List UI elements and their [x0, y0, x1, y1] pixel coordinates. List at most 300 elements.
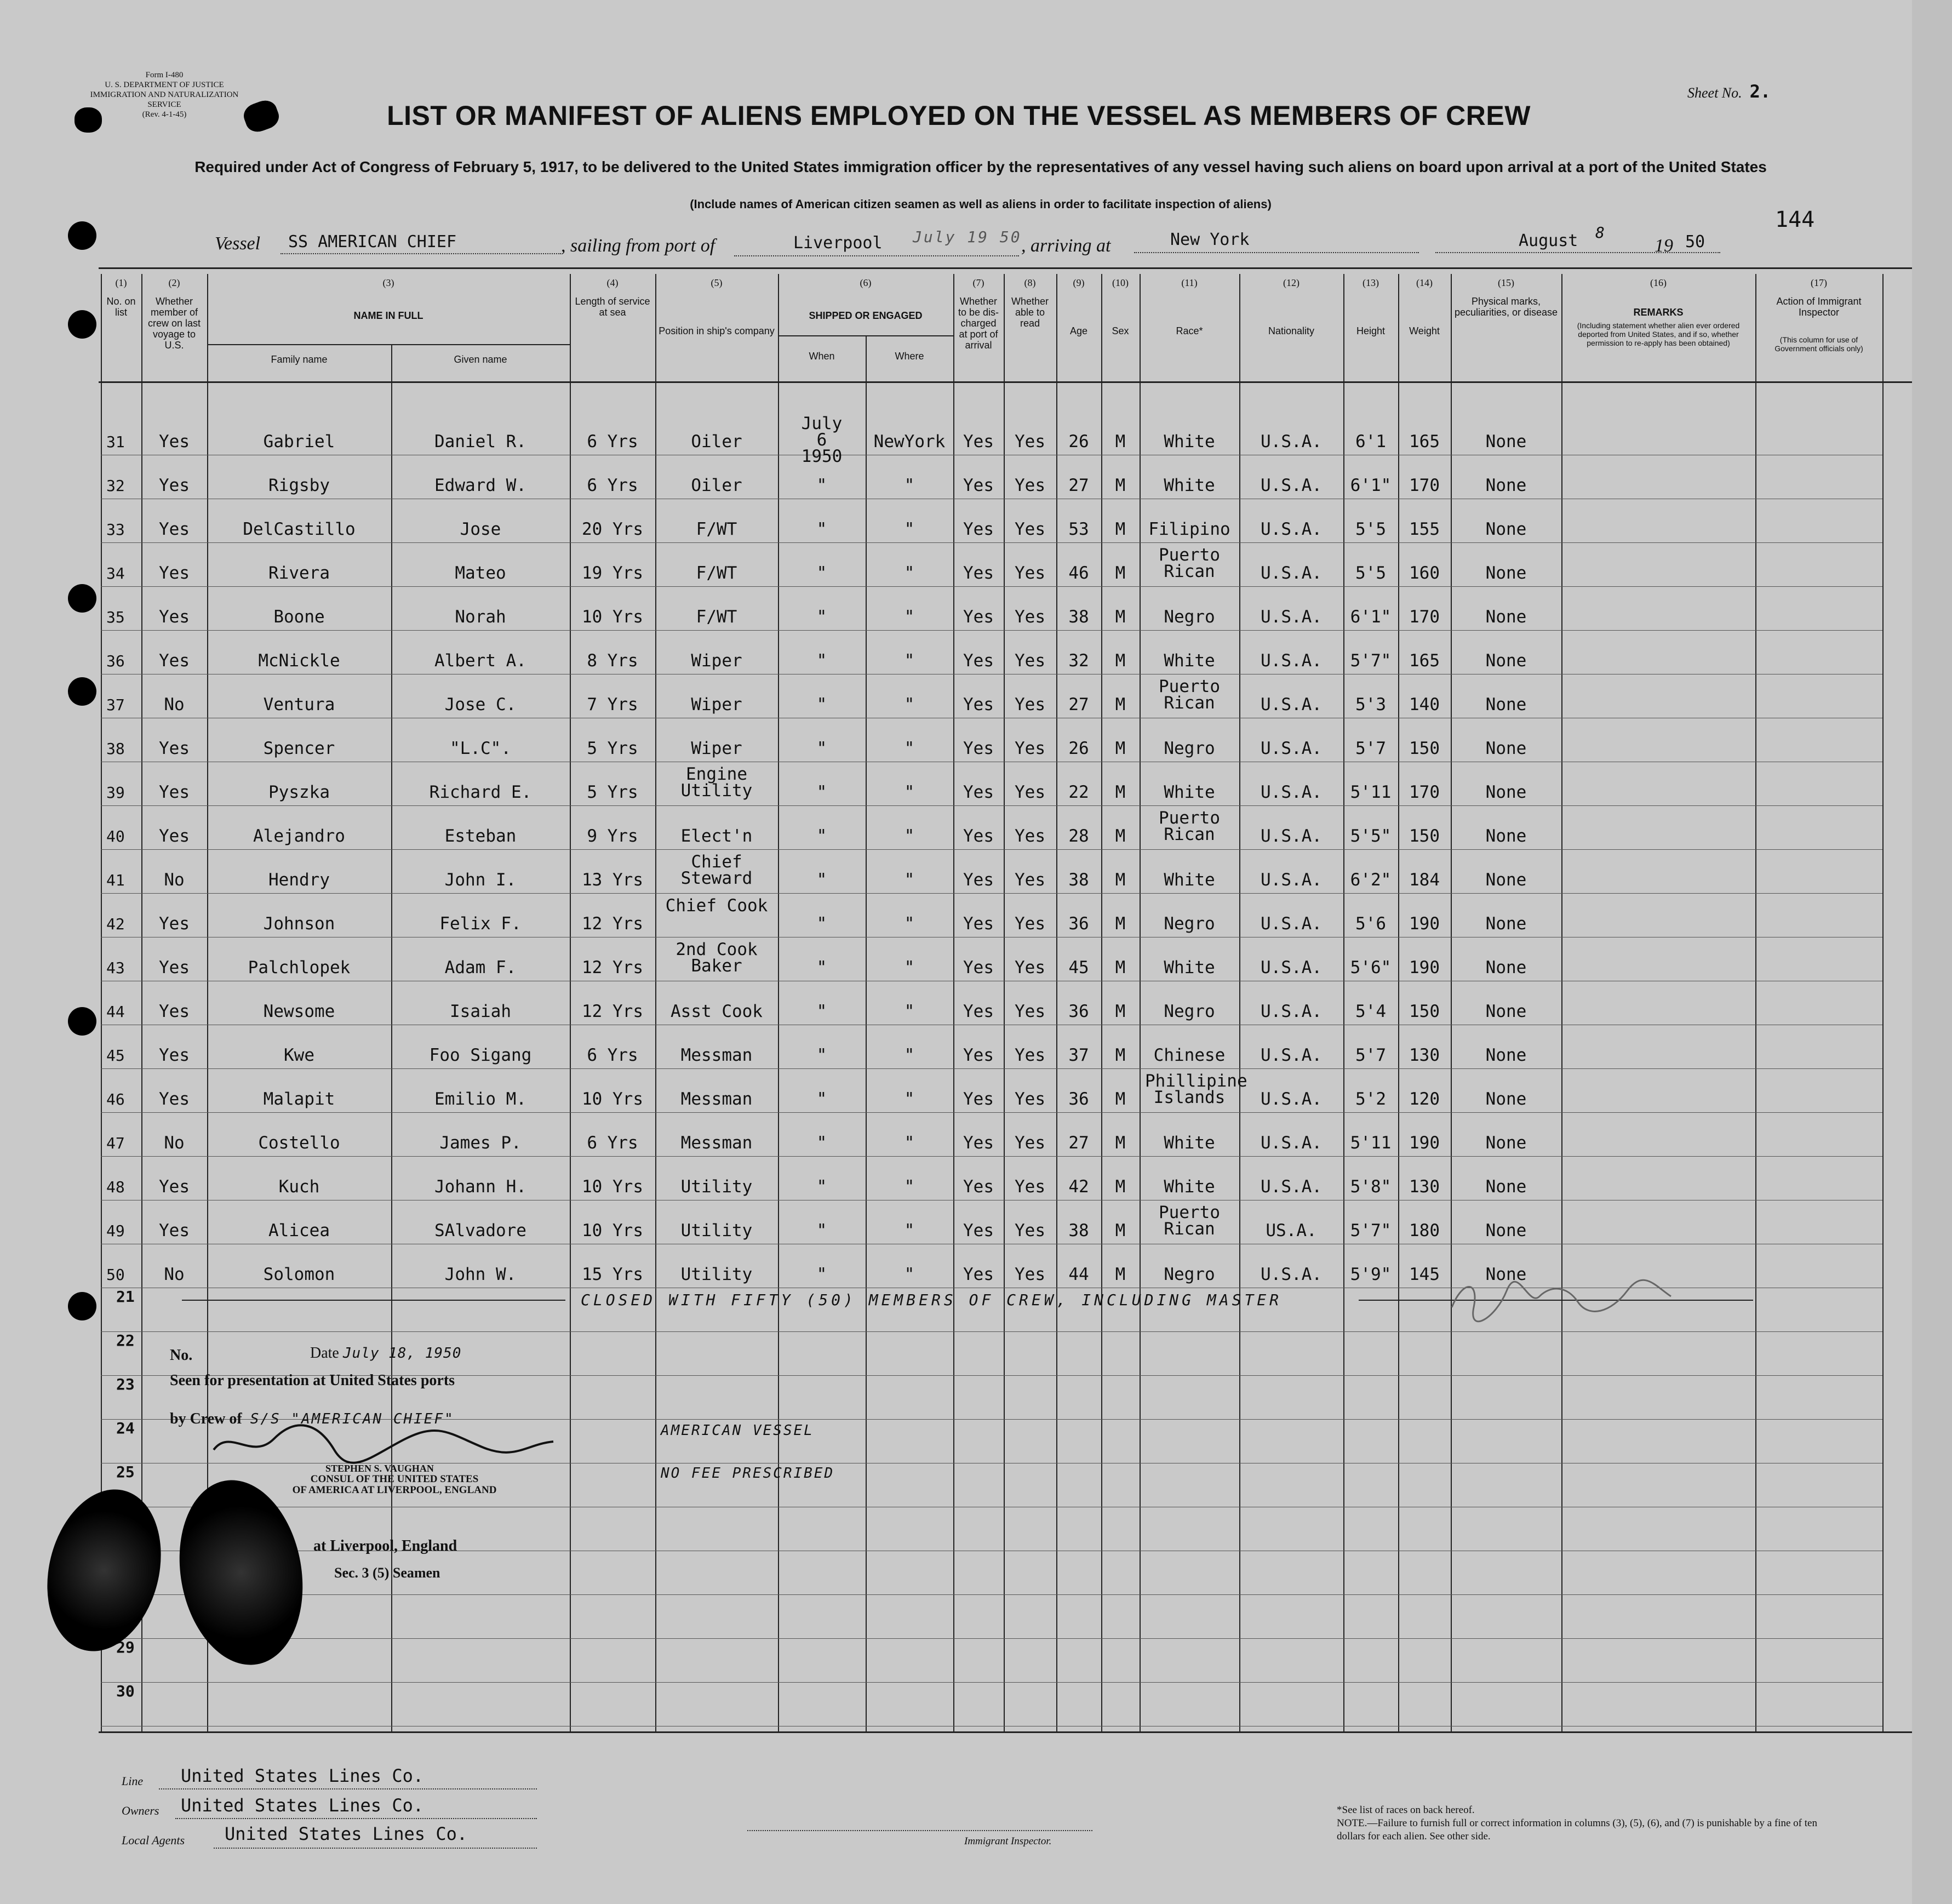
row-number: 33 — [106, 521, 125, 539]
cell-when: " — [816, 958, 827, 977]
cell-weight: 145 — [1409, 1265, 1440, 1284]
cell-sex: M — [1115, 1045, 1126, 1065]
table-row — [0, 808, 1912, 868]
cell-family: Palchlopek — [248, 958, 351, 977]
cell-service: 6 Yrs — [587, 1133, 638, 1153]
cell-given: "L.C". — [450, 739, 511, 758]
cell-nat: U.S.A. — [1261, 870, 1322, 890]
sailing-port: Liverpool — [793, 233, 883, 253]
cell-race: Negro — [1164, 1265, 1215, 1284]
certificate-date-label: Date — [310, 1345, 339, 1362]
cell-prev: Yes — [159, 476, 190, 495]
cell-prev: No — [164, 1133, 185, 1153]
cell-where: NewYork — [873, 432, 946, 451]
cell-weight: 150 — [1409, 739, 1440, 758]
cell-age: 42 — [1068, 1177, 1089, 1197]
cell-height: 5'4 — [1355, 1002, 1386, 1021]
cell-marks: None — [1485, 1133, 1527, 1153]
sailing-date-handwritten: July 19 50 — [913, 228, 1022, 246]
cell-given: John W. — [444, 1265, 517, 1284]
column-header: Position in ship's company — [659, 325, 775, 336]
cell-where: " — [904, 476, 915, 495]
cell-sex: M — [1115, 1133, 1126, 1153]
cell-height: 5'3 — [1355, 695, 1386, 714]
cell-height: 5'7 — [1355, 1045, 1386, 1065]
cell-marks: None — [1485, 651, 1527, 671]
cell-position: Engine Utility — [680, 764, 753, 801]
cell-height: 5'11 — [1350, 1133, 1392, 1153]
column-header: No. on list — [106, 296, 136, 318]
cell-when: " — [816, 914, 827, 934]
column-header: Nationality — [1268, 325, 1315, 336]
cell-height: 5'8" — [1350, 1177, 1392, 1197]
cell-family: Johnson — [263, 914, 335, 934]
printed-line-number: 21 — [116, 1288, 135, 1306]
cell-prev: Yes — [159, 519, 190, 539]
sheet-number-value: 2. — [1749, 81, 1771, 102]
cell-position: Wiper — [691, 695, 742, 714]
cell-service: 8 Yrs — [587, 651, 638, 671]
column-header: SHIPPED OR ENGAGED — [809, 310, 923, 321]
cell-given: Edward W. — [434, 476, 526, 495]
cell-when: " — [816, 651, 827, 671]
footer-line-value: United States Lines Co. — [181, 1765, 424, 1786]
cell-when: " — [816, 476, 827, 495]
table-row — [0, 521, 1912, 561]
cell-read: Yes — [1015, 914, 1045, 934]
table-row — [0, 740, 1912, 780]
column-number: (3) — [382, 277, 394, 288]
cell-nat: U.S.A. — [1261, 1002, 1322, 1021]
row-number: 32 — [106, 477, 125, 495]
cell-marks: None — [1485, 1089, 1527, 1109]
cell-read: Yes — [1015, 1221, 1045, 1240]
row-number: 38 — [106, 740, 125, 758]
column-number: (12) — [1283, 277, 1300, 288]
cell-service: 6 Yrs — [587, 1045, 638, 1065]
cell-family: Costello — [258, 1133, 340, 1153]
column-header: Whether to be dis- charged at port of arrival — [958, 296, 999, 351]
cell-where: " — [904, 1133, 915, 1153]
cell-sex: M — [1115, 651, 1126, 671]
cell-weight: 190 — [1409, 914, 1440, 934]
form-id-line: U. S. DEPARTMENT OF JUSTICE — [105, 81, 224, 89]
column-header: Length of service at sea — [575, 296, 650, 318]
column-subheader: Where — [895, 351, 924, 362]
cell-service: 10 Yrs — [582, 1089, 643, 1109]
footer-agents-underline — [214, 1848, 537, 1849]
cell-sex: M — [1115, 870, 1126, 890]
cell-age: 26 — [1068, 739, 1089, 758]
inspector-label: Immigrant Inspector. — [964, 1836, 1052, 1847]
cell-when: " — [816, 1133, 827, 1153]
cell-family: Pyszka — [268, 782, 330, 802]
cell-read: Yes — [1015, 739, 1045, 758]
cell-read: Yes — [1015, 1265, 1045, 1284]
cell-marks: None — [1485, 826, 1527, 846]
cell-given: Felix F. — [439, 914, 522, 934]
cell-service: 9 Yrs — [587, 826, 638, 846]
cell-when: " — [816, 1221, 827, 1240]
cell-marks: None — [1485, 958, 1527, 977]
cell-height: 5'6 — [1355, 914, 1386, 934]
closing-rule-left — [182, 1300, 565, 1301]
cell-prev: No — [164, 695, 185, 714]
cell-sex: M — [1115, 1221, 1126, 1240]
cell-race: Phillipine Islands — [1145, 1071, 1247, 1107]
cell-age: 36 — [1068, 1089, 1089, 1109]
cell-weight: 120 — [1409, 1089, 1440, 1109]
cell-where: " — [904, 1265, 915, 1284]
form-id-line: IMMIGRATION AND NATURALIZATION SERVICE — [90, 90, 239, 109]
cell-nat: U.S.A. — [1261, 1133, 1322, 1153]
cell-disch: Yes — [963, 607, 994, 627]
sheet-number — [1687, 81, 1771, 102]
cell-where: " — [904, 607, 915, 627]
cell-position: Utility — [680, 1265, 753, 1284]
cell-height: 5'11 — [1350, 782, 1392, 802]
cell-race: White — [1164, 1133, 1215, 1153]
cell-when: " — [816, 563, 827, 583]
row-number: 43 — [106, 959, 125, 977]
cell-height: 5'7" — [1350, 651, 1392, 671]
table-row — [0, 852, 1912, 916]
table-row — [0, 477, 1912, 517]
consul-title-line: CONSUL OF THE UNITED STATES — [310, 1473, 479, 1485]
cell-read: Yes — [1015, 432, 1045, 451]
cell-family: Newsome — [263, 1002, 335, 1021]
cell-weight: 140 — [1409, 695, 1440, 714]
cell-nat: U.S.A. — [1261, 914, 1322, 934]
cell-height: 6'1" — [1350, 476, 1392, 495]
signature-scribble — [1446, 1274, 1676, 1324]
cell-family: Solomon — [263, 1265, 335, 1284]
cell-family: Kwe — [284, 1045, 314, 1065]
cell-service: 6 Yrs — [587, 476, 638, 495]
binder-hole — [68, 221, 96, 250]
arriving-port: New York — [1170, 230, 1250, 249]
arriving-underline — [1134, 252, 1419, 253]
cell-nat: US.A. — [1266, 1221, 1317, 1240]
name-header-split — [207, 344, 570, 345]
form-id-line: Form I-480 — [145, 71, 184, 79]
footer-line-underline — [159, 1788, 537, 1789]
cell-race: Chinese — [1153, 1045, 1226, 1065]
cell-race: Negro — [1164, 1002, 1215, 1021]
cell-disch: Yes — [963, 1265, 994, 1284]
cell-prev: Yes — [159, 1089, 190, 1109]
cell-height: 6'1 — [1355, 432, 1386, 451]
cell-nat: U.S.A. — [1261, 563, 1322, 583]
row-number: 34 — [106, 564, 125, 582]
cell-when: July 6 1950 — [801, 414, 843, 466]
table-header-bottom — [99, 381, 1912, 383]
embossed-seal-right — [165, 1470, 317, 1674]
cell-family: Alicea — [268, 1221, 330, 1240]
cell-weight: 184 — [1409, 870, 1440, 890]
cell-family: Alejandro — [253, 826, 345, 846]
cell-marks: None — [1485, 1045, 1527, 1065]
column-number: (6) — [860, 277, 872, 288]
cell-read: Yes — [1015, 826, 1045, 846]
table-row — [0, 1047, 1912, 1087]
cell-race: White — [1164, 1177, 1215, 1197]
cell-position: Chief Cook — [665, 896, 768, 916]
certificate-no-label: No. — [170, 1347, 193, 1364]
cell-sex: M — [1115, 1177, 1126, 1197]
cell-position: 2nd Cook Baker — [676, 940, 758, 976]
cell-prev: Yes — [159, 607, 190, 627]
cell-weight: 150 — [1409, 826, 1440, 846]
cell-disch: Yes — [963, 1221, 994, 1240]
row-number: 45 — [106, 1047, 125, 1065]
cell-race: White — [1164, 432, 1215, 451]
cell-given: Jose — [460, 519, 501, 539]
cell-when: " — [816, 519, 827, 539]
column-number: (9) — [1073, 277, 1085, 288]
cell-where: " — [904, 563, 915, 583]
column-header: REMARKS — [1633, 307, 1684, 318]
form-id-line: (Rev. 4-1-45) — [142, 110, 187, 119]
column-header: Age — [1069, 325, 1088, 336]
cell-race: Negro — [1164, 914, 1215, 934]
cell-family: Ventura — [263, 695, 335, 714]
row-number: 42 — [106, 915, 125, 933]
cell-weight: 170 — [1409, 607, 1440, 627]
consul-name: STEPHEN S. VAUGHAN — [325, 1463, 434, 1474]
cell-height: 5'5" — [1350, 826, 1392, 846]
row-number: 46 — [106, 1090, 125, 1108]
cell-when: " — [816, 782, 827, 802]
cell-given: James P. — [439, 1133, 522, 1153]
cell-given: Jose C. — [444, 695, 517, 714]
page-title: LIST OR MANIFEST OF ALIENS EMPLOYED ON THE VESSEL AS MEMBERS OF CREW — [387, 100, 1531, 131]
cell-height: 5'6" — [1350, 958, 1392, 977]
cell-where: " — [904, 958, 915, 977]
row-number: 36 — [106, 652, 125, 670]
cell-marks: None — [1485, 519, 1527, 539]
column-subheader: Family name — [271, 354, 328, 365]
cell-nat: U.S.A. — [1261, 1265, 1322, 1284]
table-row — [0, 608, 1912, 649]
cell-disch: Yes — [963, 958, 994, 977]
cell-race: Negro — [1164, 607, 1215, 627]
inspector-signature-line — [747, 1830, 1092, 1831]
cell-family: Rivera — [268, 563, 330, 583]
cell-weight: 130 — [1409, 1045, 1440, 1065]
cell-prev: No — [164, 870, 185, 890]
row-rule — [101, 1594, 1882, 1595]
cell-where: " — [904, 1221, 915, 1240]
column-number: (13) — [1363, 277, 1379, 288]
column-header: Action of Immigrant Inspector — [1776, 296, 1862, 318]
cell-where: " — [904, 782, 915, 802]
cell-weight: 165 — [1409, 432, 1440, 451]
column-number: (7) — [972, 277, 984, 288]
certificate-line2-prefix: by Crew of — [170, 1410, 242, 1427]
cell-given: Norah — [455, 607, 506, 627]
row-rule — [101, 1682, 1882, 1683]
cell-disch: Yes — [963, 651, 994, 671]
cell-sex: M — [1115, 739, 1126, 758]
cell-sex: M — [1115, 1002, 1126, 1021]
cell-sex: M — [1115, 782, 1126, 802]
cell-where: " — [904, 1089, 915, 1109]
cell-marks: None — [1485, 607, 1527, 627]
row-number: 37 — [106, 696, 125, 714]
cell-race: White — [1164, 651, 1215, 671]
table-bottom-border — [99, 1731, 1912, 1733]
cell-nat: U.S.A. — [1261, 651, 1322, 671]
cell-read: Yes — [1015, 476, 1045, 495]
cell-marks: None — [1485, 739, 1527, 758]
row-number: 35 — [106, 608, 125, 626]
row-number: 40 — [106, 827, 125, 845]
cell-race: White — [1164, 958, 1215, 977]
cell-height: 5'5 — [1355, 519, 1386, 539]
cell-age: 27 — [1068, 1133, 1089, 1153]
cell-when: " — [816, 826, 827, 846]
cell-where: " — [904, 651, 915, 671]
cell-given: Emilio M. — [434, 1089, 526, 1109]
cell-family: Hendry — [268, 870, 330, 890]
cell-marks: None — [1485, 563, 1527, 583]
certificate-section: Sec. 3 (5) Seamen — [334, 1565, 440, 1581]
cell-service: 6 Yrs — [587, 432, 638, 451]
table-row — [0, 1071, 1912, 1131]
cell-read: Yes — [1015, 1133, 1045, 1153]
binder-hole — [68, 310, 96, 339]
cell-height: 5'7 — [1355, 739, 1386, 758]
cell-sex: M — [1115, 958, 1126, 977]
vessel-label: Vessel — [215, 233, 261, 254]
column-number: (15) — [1498, 277, 1514, 288]
cell-where: " — [904, 519, 915, 539]
cell-weight: 165 — [1409, 651, 1440, 671]
printed-line-number: 24 — [116, 1419, 135, 1437]
cell-position: Utility — [680, 1221, 753, 1240]
cell-marks: None — [1485, 1177, 1527, 1197]
arrival-year: 50 — [1685, 232, 1705, 251]
cell-prev: Yes — [159, 782, 190, 802]
hand-note-american-vessel: AMERICAN VESSEL — [661, 1422, 814, 1439]
row-rule — [101, 1638, 1882, 1639]
table-row — [0, 545, 1912, 605]
cell-prev: Yes — [159, 1002, 190, 1021]
footer-owners-label: Owners — [122, 1804, 159, 1817]
column-subheader: When — [809, 351, 835, 362]
table-row — [0, 414, 1912, 473]
cell-when: " — [816, 1045, 827, 1065]
table-row — [0, 677, 1912, 736]
cell-height: 5'5 — [1355, 563, 1386, 583]
cell-age: 45 — [1068, 958, 1089, 977]
cell-age: 53 — [1068, 519, 1089, 539]
cell-weight: 155 — [1409, 519, 1440, 539]
cell-read: Yes — [1015, 870, 1045, 890]
cell-service: 13 Yrs — [582, 870, 643, 890]
cell-nat: U.S.A. — [1261, 739, 1322, 758]
table-row — [0, 896, 1912, 956]
cell-service: 12 Yrs — [582, 1002, 643, 1021]
column-subheader: (Including statement whether alien ever ordered deported from United States, and if so, whether permission to re-apply has been obtained) — [1577, 321, 1740, 347]
cell-nat: U.S.A. — [1261, 432, 1322, 451]
column-header: NAME IN FULL — [353, 310, 423, 321]
cell-prev: Yes — [159, 651, 190, 671]
vessel-name: SS AMERICAN CHIEF — [288, 232, 457, 251]
cell-sex: M — [1115, 695, 1126, 714]
vessel-underline — [281, 253, 561, 254]
cell-sex: M — [1115, 826, 1126, 846]
cell-race: Puerto Rican — [1159, 1203, 1220, 1239]
cell-when: " — [816, 607, 827, 627]
cell-disch: Yes — [963, 870, 994, 890]
column-number: (8) — [1024, 277, 1036, 288]
cell-disch: Yes — [963, 1045, 994, 1065]
cell-race: Puerto Rican — [1159, 545, 1220, 581]
cell-race: White — [1164, 782, 1215, 802]
cell-height: 5'7" — [1350, 1221, 1392, 1240]
cell-disch: Yes — [963, 1002, 994, 1021]
cell-given: SAlvadore — [434, 1221, 526, 1240]
cell-age: 28 — [1068, 826, 1089, 846]
consul-title-line: OF AMERICA AT LIVERPOOL, ENGLAND — [292, 1484, 497, 1496]
arriving-label: , arriving at — [1021, 236, 1111, 256]
cell-disch: Yes — [963, 739, 994, 758]
cell-position: Oiler — [691, 432, 742, 451]
cell-position: F/WT — [696, 607, 737, 627]
cell-prev: No — [164, 1265, 185, 1284]
table-row — [0, 1178, 1912, 1219]
cell-age: 36 — [1068, 1002, 1089, 1021]
cell-marks: None — [1485, 1221, 1527, 1240]
cell-service: 10 Yrs — [582, 1221, 643, 1240]
printed-line-number: 30 — [116, 1682, 135, 1700]
row-number: 50 — [106, 1266, 125, 1284]
column-subheader: (This column for use of Government officials only) — [1774, 335, 1863, 353]
stamped-number: 144 — [1775, 207, 1815, 232]
cell-service: 5 Yrs — [587, 782, 638, 802]
cell-service: 5 Yrs — [587, 739, 638, 758]
arrival-month: August — [1519, 231, 1578, 250]
cell-race: White — [1164, 870, 1215, 890]
cell-sex: M — [1115, 563, 1126, 583]
cell-where: " — [904, 1177, 915, 1197]
cell-age: 27 — [1068, 476, 1089, 495]
cell-given: Albert A. — [434, 651, 526, 671]
column-number: (14) — [1416, 277, 1433, 288]
cell-when: " — [816, 870, 827, 890]
cell-marks: None — [1485, 914, 1527, 934]
cell-disch: Yes — [963, 1133, 994, 1153]
cell-disch: Yes — [963, 695, 994, 714]
column-subheader: Given name — [454, 354, 507, 365]
footer-line-label: Line — [122, 1774, 144, 1788]
cell-marks: None — [1485, 476, 1527, 495]
cell-where: " — [904, 739, 915, 758]
cell-where: " — [904, 826, 915, 846]
table-row — [0, 1003, 1912, 1043]
cell-age: 27 — [1068, 695, 1089, 714]
cell-nat: U.S.A. — [1261, 1045, 1322, 1065]
cell-weight: 180 — [1409, 1221, 1440, 1240]
table-row — [0, 764, 1912, 824]
cell-family: Malapit — [263, 1089, 335, 1109]
cell-position: Messman — [680, 1089, 753, 1109]
cell-sex: M — [1115, 914, 1126, 934]
cell-given: Mateo — [455, 563, 506, 583]
certificate-location: at Liverpool, England — [313, 1537, 457, 1554]
